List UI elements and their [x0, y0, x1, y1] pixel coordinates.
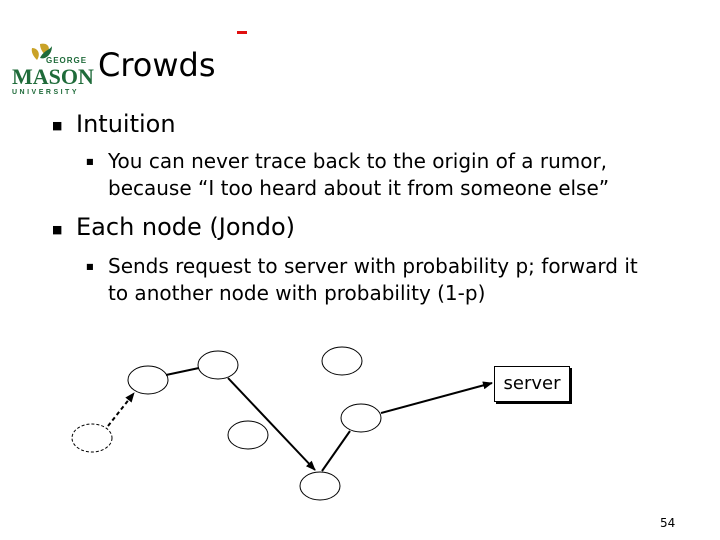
origin-node	[72, 424, 112, 452]
jondo-node-5	[341, 404, 381, 432]
intuition-text-line1: You can never trace back to the origin of a rumor,	[108, 149, 608, 173]
jondo-node-1	[128, 366, 168, 394]
logo-main-text: MASON	[12, 64, 94, 89]
bullet-square-icon: ■	[52, 223, 63, 236]
bullet-square-icon: ■	[86, 157, 94, 166]
bullet-intuition: Intuition	[76, 110, 176, 138]
accent-dash	[237, 31, 247, 34]
slide-title: Crowds	[98, 46, 216, 84]
jondo-node-2	[198, 351, 238, 379]
intuition-text-line2: because “I too heard about it from someone else”	[108, 176, 610, 200]
page-number: 54	[660, 516, 676, 530]
bullet-each-node: Each node (Jondo)	[76, 213, 296, 241]
edge-node5-to-server	[381, 383, 492, 413]
logo-bottom-text: UNIVERSITY	[12, 89, 80, 96]
each-node-text-line1: Sends request to server with probability p; forward it	[108, 254, 638, 278]
crowds-diagram	[0, 330, 720, 540]
edge-node6-to-node5	[322, 431, 350, 471]
bullet-square-icon: ■	[52, 119, 63, 132]
logo-graphic	[10, 40, 96, 96]
server-box: server	[494, 366, 570, 402]
each-node-text-line2: to another node with probability (1-p)	[108, 281, 486, 305]
george-mason-logo	[10, 40, 96, 96]
edge-node1-to-node2	[166, 368, 199, 375]
bullet-square-icon: ■	[86, 262, 94, 271]
edge-origin-to-node1	[108, 393, 134, 426]
jondo-node-4	[228, 421, 268, 449]
jondo-node-6	[300, 472, 340, 500]
logo-top-text: GEORGE	[46, 56, 88, 65]
jondo-node-3	[322, 347, 362, 375]
